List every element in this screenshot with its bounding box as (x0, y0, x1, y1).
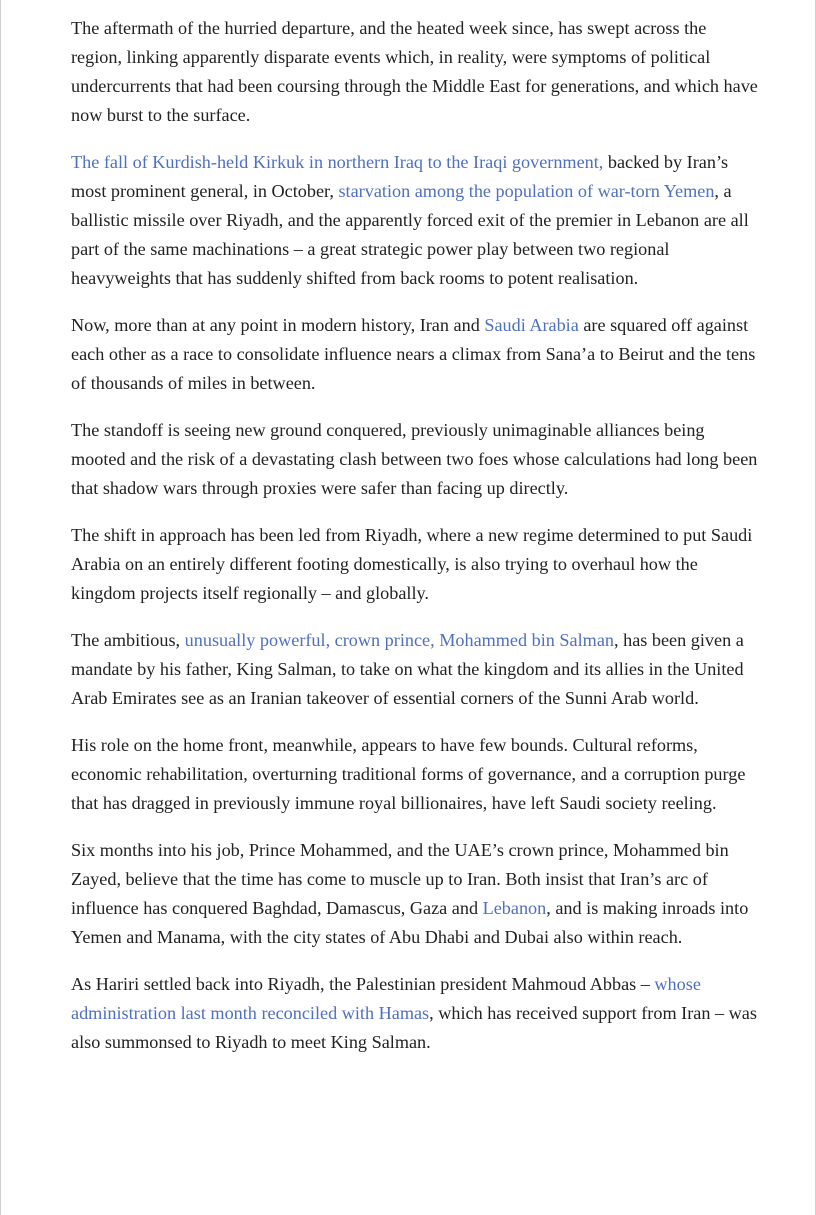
paragraph-squared-off-text-2: are squared off against each other as a race to consolidate influence nears a climax from Sana’a to Beirut and the tens of thousands of miles in between. (71, 315, 756, 393)
paragraph-squared-off-text-1: Now, more than at any point in modern history, Iran and (71, 315, 485, 335)
link-lebanon[interactable]: Lebanon (482, 898, 547, 918)
link-saudi-arabia[interactable]: Saudi Arabia (484, 315, 579, 335)
paragraph-crown-prince-text-2: , has been given a mandate by his father, King Salman, to take on what the kingdom and its allies in the United Arab Emirates see as an Iranian takeover of essential corners of the Sunni Arab world. (71, 630, 744, 708)
paragraph-aftermath: The aftermath of the hurried departure, and the heated week since, has swept across the region, linking apparently disparate events which, in reality, were symptoms of political undercurrents that had been coursing through the Middle East for generations, and which have now burst to the surface. (71, 18, 758, 125)
paragraph-crown-prince-text-1: The ambitious, (71, 630, 185, 650)
paragraph-shift: The shift in approach has been led from Riyadh, where a new regime determined to put Saudi Arabia on an entirely different footing domestically, is also trying to overhaul how the kingdom projects itself regionally – and globally. (71, 525, 753, 603)
link-kirkuk[interactable]: The fall of Kurdish-held Kirkuk in northern Iraq to the Iraqi government, (71, 152, 604, 172)
link-mohammed-bin-salman[interactable]: unusually powerful, crown prince, Mohammed bin Salman (184, 630, 614, 650)
paragraph-kirkuk-text-1: backed by Iran’s most prominent general, in October, (71, 152, 729, 201)
paragraph-six-months (71, 836, 761, 952)
paragraph-standoff: The standoff is seeing new ground conquered, previously unimaginable alliances being mooted and the risk of a devastating clash between two foes whose calculations had long been that shadow wars through proxies were safer than facing up directly. (71, 420, 758, 498)
paragraph-hariri-text-2: , which has received support from Iran – was also summonsed to Riyadh to meet King Salman. (71, 1003, 757, 1052)
link-yemen-starvation[interactable]: starvation among the population of war-torn Yemen (338, 181, 715, 201)
article-body (71, 14, 761, 1075)
paragraph-hariri (71, 970, 761, 1057)
paragraph-six-months-text-2: , and is making inroads into Yemen and Manama, with the city states of Abu Dhabi and Dubai also within reach. (71, 898, 749, 947)
paragraph-squared-off (71, 311, 761, 398)
paragraph-kirkuk-text-2: , a ballistic missile over Riyadh, and the apparently forced exit of the premier in Lebanon are all part of the same machinations – a great strategic power play between two regional heavyweights that has suddenly shifted from back rooms to potent realisation. (71, 181, 749, 288)
paragraph-kirkuk (71, 148, 761, 293)
paragraph-six-months-text-1: Six months into his job, Prince Mohammed, and the UAE’s crown prince, Mohammed bin Zayed, believe that the time has come to muscle up to Iran. Both insist that Iran’s arc of influence has conquered Baghdad, Damascus, Gaza and (71, 840, 729, 918)
paragraph-hariri-text-1: As Hariri settled back into Riyadh, the Palestinian president Mahmoud Abbas – (71, 974, 655, 994)
paragraph-home-front: His role on the home front, meanwhile, appears to have few bounds. Cultural reforms, economic rehabilitation, overturning traditional forms of governance, and a corruption purge that has dragged in previously immune royal billionaires, have left Saudi society reeling. (71, 735, 746, 813)
link-hamas-reconciliation[interactable]: whose administration last month reconciled with Hamas (71, 974, 701, 1023)
paragraph-crown-prince (71, 626, 761, 713)
